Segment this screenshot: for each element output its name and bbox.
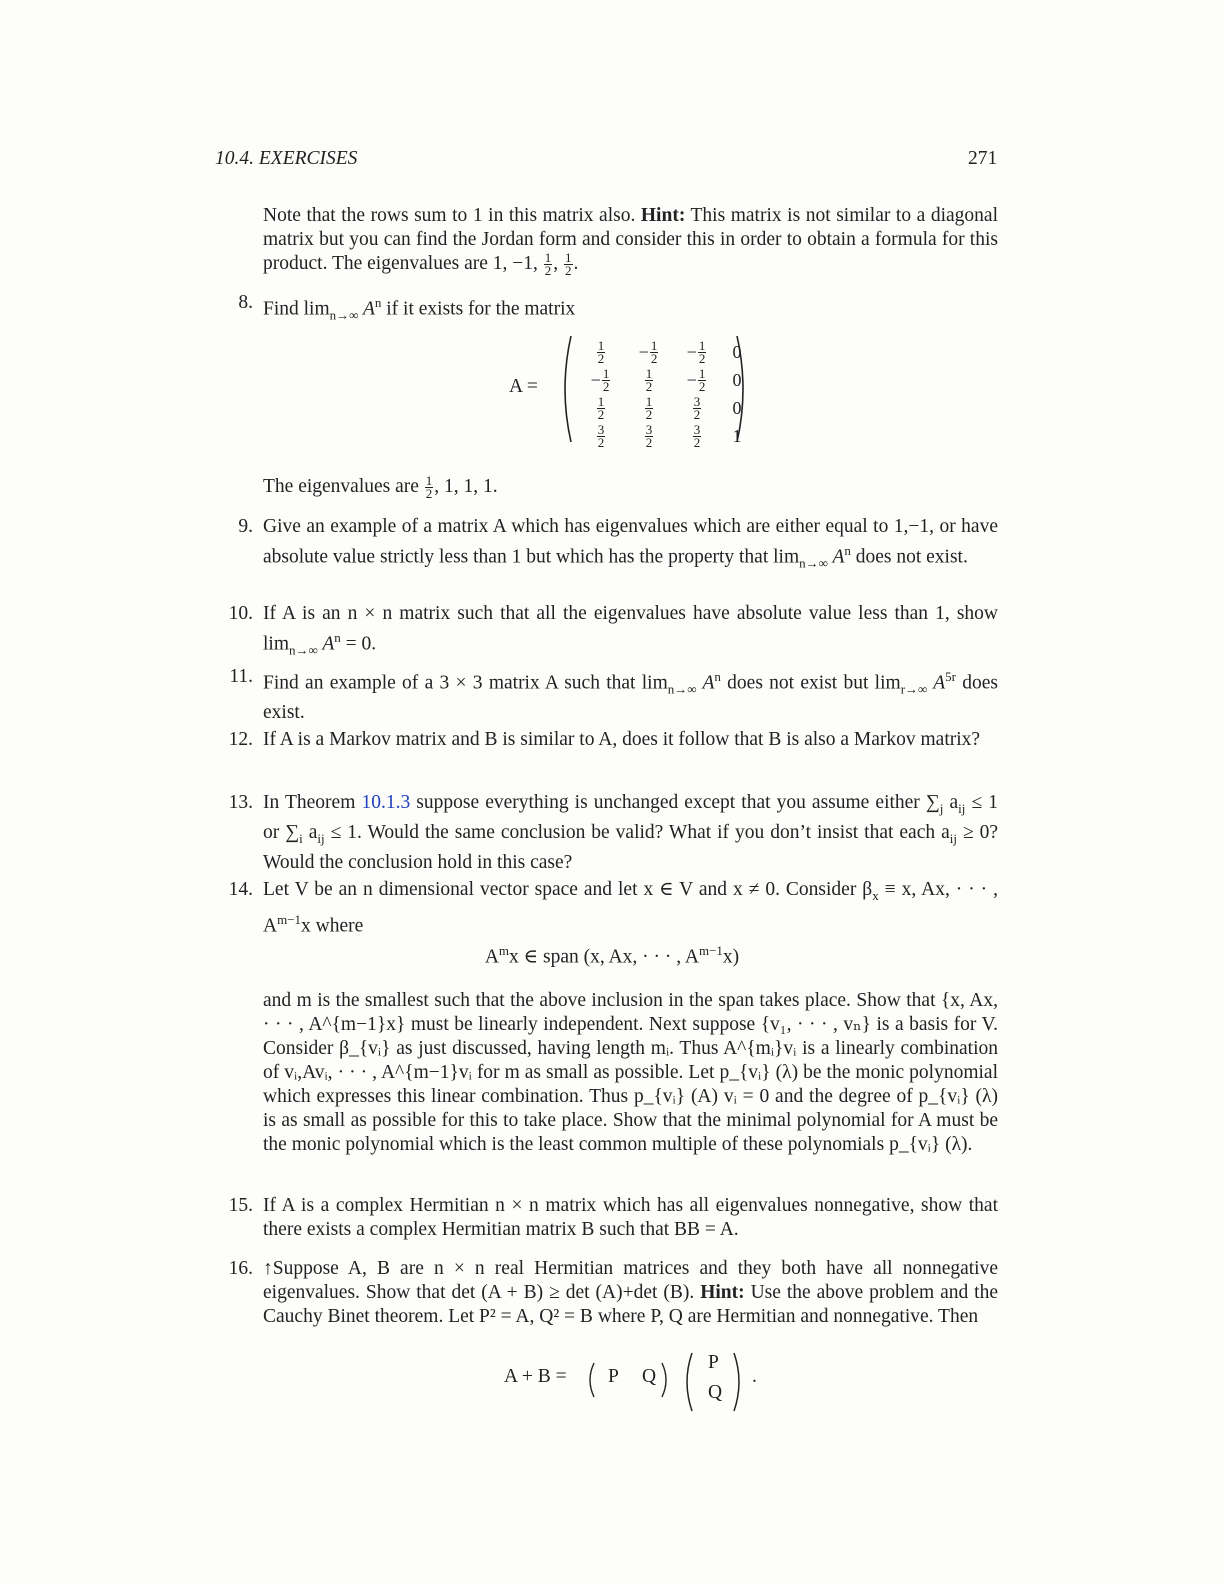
matrix-cell: 0 [732,397,742,418]
intro-paragraph: Note that the rows sum to 1 in this matrix also. Hint: This matrix is not similar to a diagonal matrix but you can find the Jordan form and consider this in order to obtain a formula for this product. The eigenvalues are 1, −1, $\frac{1}{2}$ , $\frac{1}{2}$ . [263,205,998,279]
theorem-link[interactable]: 10.1.3 [361,792,411,813]
sum-display-equation: A + B = P Q P Q . [504,1352,784,1414]
item-number: 15. [228,1195,253,1216]
exercise-15: If A is a complex Hermitian n × n matrix which has all eigenvalues nonnegative, show that there exists a complex Hermitian matrix B such that BB = A. [263,1195,998,1240]
matrix-cell: 0 [732,369,742,390]
running-header: 10.4. EXERCISES [215,148,358,169]
item-number: 11. [229,666,253,687]
fraction: $\frac{1}{2}$ [425,473,433,502]
hint-label: Hint: [640,205,686,226]
matrix-cell: − $\frac{1}{2}$ [638,337,658,366]
matrix-cell: $\frac{1}{2}$ [597,337,605,366]
fraction: $\frac{1}{2}$ [565,250,572,279]
exercise-14-intro: Let V be an n dimensional vector space and let x ∈ V and x ≠ 0. Consider $\beta_x \equiv x$, Ax, · · · , $A^{m-1}x$ where [263,879,998,937]
item-number: 12. [228,729,253,750]
exercise-13: In Theorem 10.1.3 suppose everything is unchanged except that you assume either $\sum_j$ $a_{ij} \le 1$ or $\sum_i$ $a_{ij} \le 1$. Would the same conclusion be valid? What if you don’t insist that each $a_{ij} \ge 0$? Would the conclusion hold in this case? [263,792,999,873]
item-number: 10. [228,603,253,624]
exercise-10: If A is an n × n matrix such that all the eigenvalues have absolute value less than 1, show $\lim_{n\to\infty} A^n = 0$. [263,603,998,658]
eigenvalues-line: The eigenvalues are $\frac{1}{2}$ , 1, 1, 1. [263,473,498,502]
matrix-cell: $\frac{3}{2}$ [693,393,701,422]
exercise-11: Find an example of a 3 × 3 matrix A such that $\lim_{n\to\infty} A^n$ does not exist but $\lim_{r\to\infty} A^{5r}$ does exist. [263,669,999,724]
item-number: 14. [228,879,253,900]
item-number: 9. [238,516,253,537]
item-number: 8. [238,292,253,313]
matrix-cell: $\frac{3}{2}$ [693,421,701,450]
left-paren-icon [586,1362,596,1398]
item-number: 16. [228,1258,253,1279]
matrix-grid [577,338,753,450]
right-paren-icon [660,1362,670,1398]
matrix-cell: $\frac{1}{2}$ [597,393,605,422]
matrix-cell: $\frac{3}{2}$ [645,421,653,450]
matrix-cell: − $\frac{1}{2}$ [686,337,706,366]
matrix-cell: − $\frac{1}{2}$ [590,365,610,394]
matrix-cell: 1 [732,425,742,446]
exercise-8: Find $\lim_{n\to\infty} A^n$ if it exists for the matrix [263,295,576,323]
left-paren-icon [559,334,573,444]
matrix-cell: $\frac{1}{2}$ [645,365,653,394]
item-number: 13. [228,792,253,813]
matrix-cell: $\frac{1}{2}$ [645,393,653,422]
fraction: $\frac{1}{2}$ [544,250,552,279]
span-display-equation: $A^mx$ ∈ span (x, Ax, · · · , $A^{m-1}x$) [484,943,740,968]
hint-label: Hint: [700,1282,745,1303]
left-paren-icon [682,1352,694,1412]
matrix-a [509,334,759,450]
right-paren-icon [732,1352,744,1412]
matrix-cell: 0 [732,341,742,362]
exercise-9: Give an example of a matrix A which has eigenvalues which are either equal to 1,−1, or have absolute value strictly less than 1 but which has the property that $\lim_{n\to\infty} A^n$ does not exist. [263,516,998,571]
exercise-12: If A is a Markov matrix and B is similar to A, does it follow that B is also a Markov matrix? [263,729,981,750]
right-paren-icon [735,334,749,444]
matrix-cell: − $\frac{1}{2}$ [686,365,706,394]
exercise-14-body: and m is the smallest such that the above inclusion in the span takes place. Show that {x, Ax, · · · , A^{m−1}x} must be linearly independent. Next suppose {v₁, · · · , vₙ} is a basis for V. Consider β_{vᵢ} as just discussed, having length mᵢ. Thus A^{mᵢ}vᵢ is a linearly combination of vᵢ,Avᵢ, · · · , A^{m−1}vᵢ for m as small as possible. Let p_{vᵢ} (λ) be the monic polynomial which expresses this linear combination. Thus p_{vᵢ} (A) vᵢ = 0 and the degree of p_{vᵢ} (λ) is as small as possible for this to take place. Show that the minimal polynomial for A must be the monic polynomial which is the least common multiple of these polynomials p_{vᵢ} (λ). [263,990,998,1155]
page-number: 271 [968,148,998,169]
exercise-16: ↑Suppose A, B are n × n real Hermitian matrices and they both have all nonnegative eigenvalues. Show that det (A + B) ≥ det (A)+det (B). Hint: Use the above problem and the Cauchy Binet theorem. Let P² = A, Q² = B where P, Q are Hermitian and nonnegative. Then [263,1258,998,1327]
matrix-cell: $\frac{3}{2}$ [597,421,605,450]
matrix-label: A = [509,376,538,397]
